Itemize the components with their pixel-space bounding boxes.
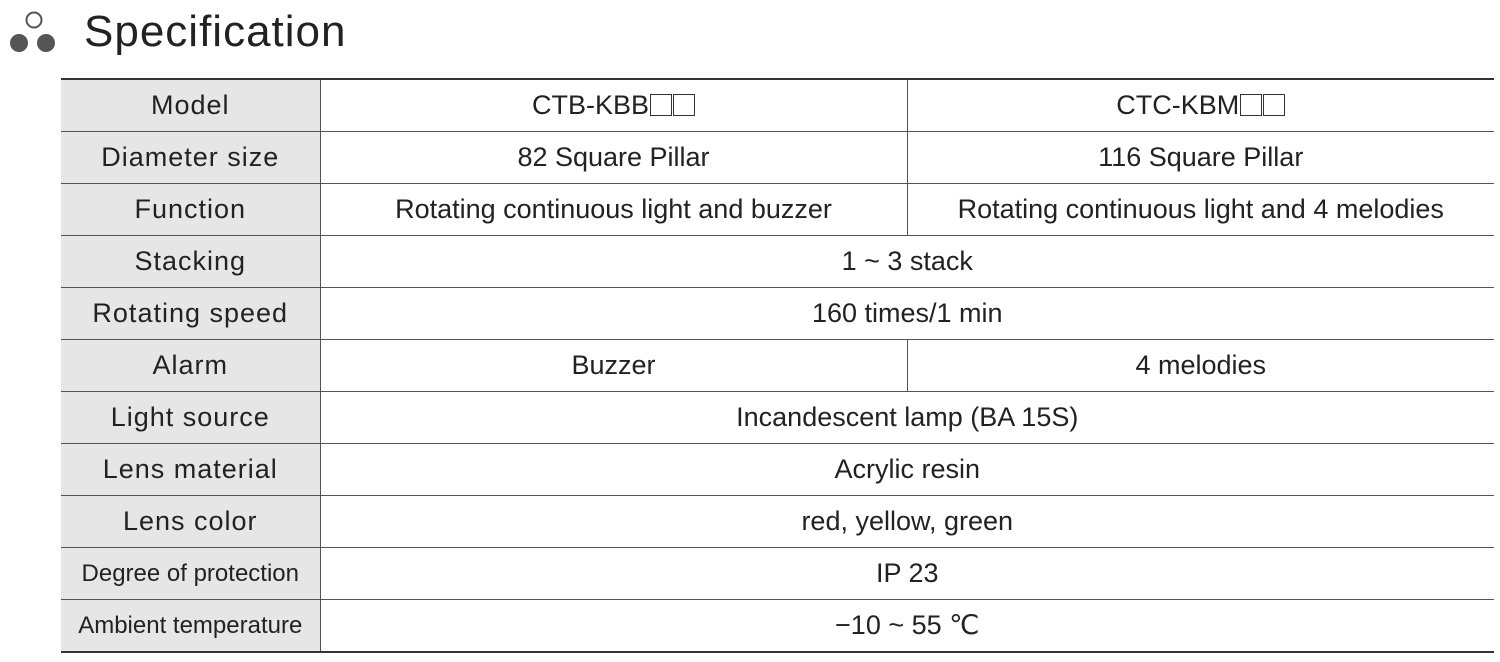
row-label: Stacking [61,236,320,288]
value-cell: IP 23 [320,548,1494,600]
row-label: Lens color [61,496,320,548]
value-cell: 116 Square Pillar [907,132,1494,184]
value-cell: red, yellow, green [320,496,1494,548]
table-row [61,132,1494,184]
value-cell: −10 ~ 55 ℃ [320,600,1494,653]
model-cell-ctc [907,79,1494,132]
section-heading [8,4,346,60]
value-cell: Incandescent lamp (BA 15S) [320,392,1494,444]
table-row [61,548,1494,600]
table-row-model [61,79,1494,132]
row-label: Function [61,184,320,236]
row-label: Diameter size [61,132,320,184]
value-cell: Acrylic resin [320,444,1494,496]
model-cell-ctb [320,79,907,132]
value-cell: 4 melodies [907,340,1494,392]
specification-table [61,78,1494,653]
value-cell: Rotating continuous light and 4 melodies [907,184,1494,236]
row-label: Rotating speed [61,288,320,340]
value-cell: 1 ~ 3 stack [320,236,1494,288]
model-name: CTB-KBB [531,90,650,120]
table-row [61,184,1494,236]
row-label: Model [61,79,320,132]
value-cell: 82 Square Pillar [320,132,907,184]
placeholder-box-icon [1240,94,1262,116]
row-label: Light source [61,392,320,444]
value-cell: 160 times/1 min [320,288,1494,340]
three-dots-icon [8,9,60,55]
placeholder-box-icon [673,94,695,116]
table-row [61,340,1494,392]
table-row [61,236,1494,288]
table-row [61,496,1494,548]
row-label: Alarm [61,340,320,392]
table-row [61,288,1494,340]
table-row [61,392,1494,444]
row-label: Degree of protection [61,548,320,600]
row-label: Ambient temperature [61,600,320,653]
placeholder-box-icon [650,94,672,116]
row-label: Lens material [61,444,320,496]
model-name: CTC-KBM [1116,90,1240,120]
value-cell: Buzzer [320,340,907,392]
placeholder-box-icon [1263,94,1285,116]
table-row [61,600,1494,653]
value-cell: Rotating continuous light and buzzer [320,184,907,236]
table-row [61,444,1494,496]
page-title: Specification [84,7,347,56]
